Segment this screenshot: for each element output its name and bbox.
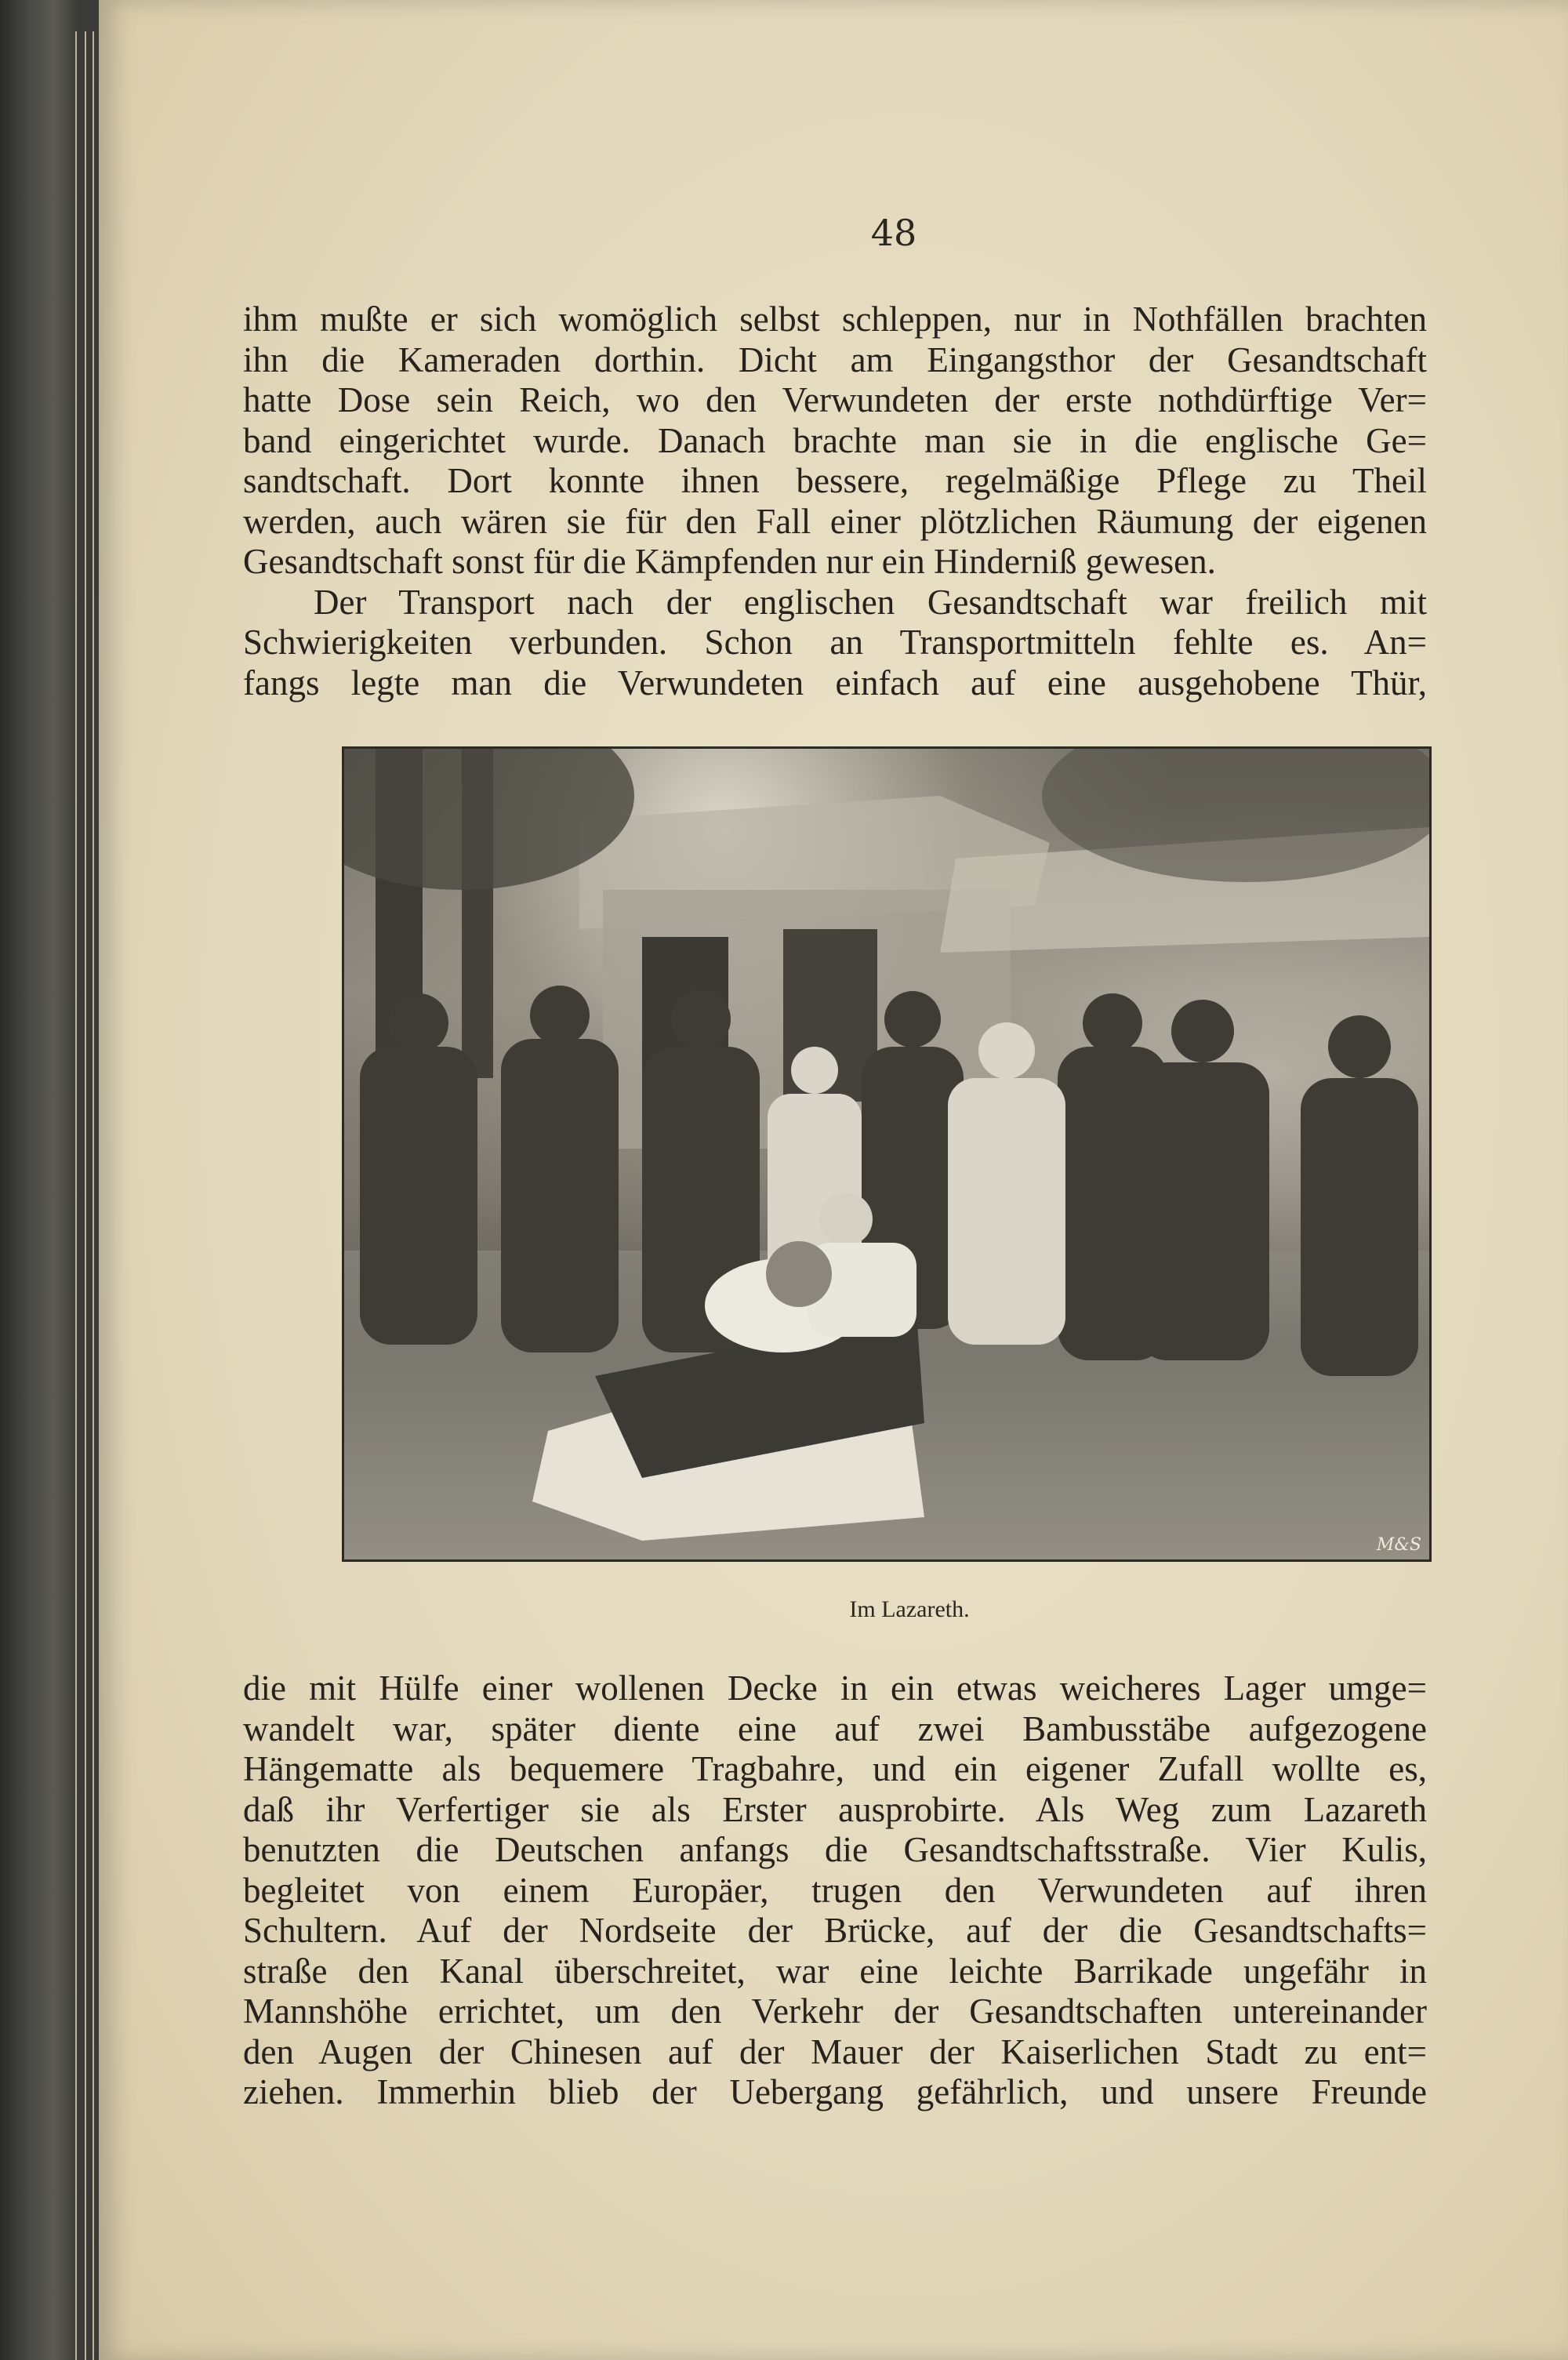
paragraph-3 [243, 1668, 1427, 2113]
text-line: ihn die Kameraden dorthin. Dicht am Eingangsthor der Gesandtschaft [243, 339, 1427, 379]
photographer-signature: M&S [1376, 1535, 1421, 1555]
text-line: fangs legte man die Verwundeten einfach auf eine ausgehobene Thür, [243, 663, 1427, 703]
bottom-text-block [243, 1668, 1427, 2113]
text-line: Schultern. Auf der Nordseite der Brücke, auf der die Gesandtschafts= [243, 1911, 1427, 1950]
text-line: straße den Kanal überschreitet, war eine leichte Barrikade ungefähr in [243, 1951, 1427, 1991]
text-line: hatte Dose sein Reich, wo den Verwundeten der erste nothdürftige Ver= [243, 380, 1427, 419]
text-line: benutzten die Deutschen anfangs die Gesandtschaftsstraße. Vier Kulis, [243, 1830, 1427, 1869]
text-line: Hängematte als bequemere Tragbahre, und ein eigener Zufall wollte es, [243, 1749, 1427, 1788]
top-text-block [243, 300, 1427, 703]
text-line: daß ihr Verfertiger sie als Erster ausprobirte. Als Weg zum Lazareth [243, 1789, 1427, 1829]
photo-illustration [344, 749, 1429, 1559]
page-edge [75, 31, 77, 2360]
text-line: werden, auch wären sie für den Fall einer plötzlichen Räumung der eigenen [243, 501, 1427, 541]
text-line: ziehen. Immerhin blieb der Uebergang gefährlich, und unsere Freunde [243, 2072, 1427, 2111]
text-line: die mit Hülfe einer wollenen Decke in ein etwas weicheres Lager umge= [243, 1668, 1427, 1708]
text-line: begleitet von einem Europäer, trugen den Verwundeten auf ihren [243, 1870, 1427, 1910]
page-edge [85, 31, 86, 2360]
paragraph-1 [243, 300, 1427, 583]
paragraph-2 [243, 583, 1427, 704]
text-line: Gesandtschaft sonst für die Kämpfenden nur ein Hinderniß gewesen. [243, 542, 1216, 581]
text-line: Mannshöhe errichtet, um den Verkehr der Gesandtschaften untereinander [243, 1991, 1427, 2031]
lazareth-photograph [342, 746, 1432, 1562]
page-edge [93, 31, 94, 2360]
text-line: ihm mußte er sich womöglich selbst schleppen, nur in Nothfällen brachten [243, 300, 1427, 339]
text-line: sandtschaft. Dort konnte ihnen bessere, regelmäßige Pflege zu Theil [243, 461, 1427, 500]
text-line: band eingerichtet wurde. Danach brachte man sie in die englische Ge= [243, 420, 1427, 460]
page-number: 48 [870, 212, 917, 254]
text-line: Der Transport nach der englischen Gesandtschaft war freilich mit [314, 582, 1427, 622]
text-line: wandelt war, später diente eine auf zwei Bambusstäbe aufgezogene [243, 1708, 1427, 1748]
photo-caption: Im Lazareth. [849, 1596, 970, 1622]
text-line: Schwierigkeiten verbunden. Schon an Transportmitteln fehlte es. An= [243, 623, 1427, 662]
text-line: den Augen der Chinesen auf der Mauer der Kaiserlichen Stadt zu ent= [243, 2031, 1427, 2071]
